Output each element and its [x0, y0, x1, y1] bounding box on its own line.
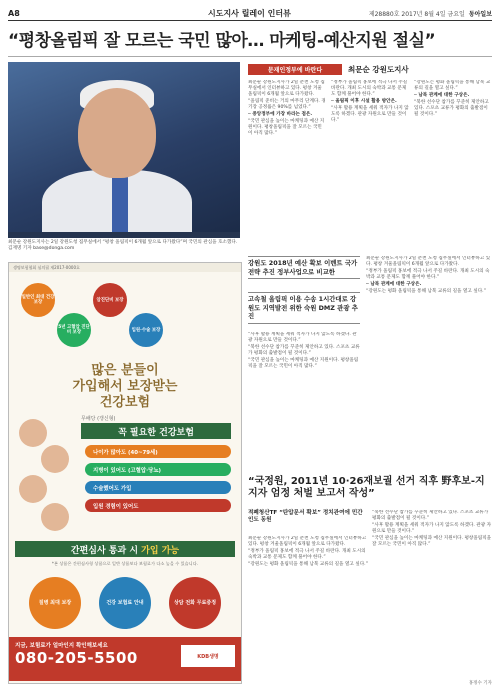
paragraph: “북한 선수단 참가를 꾸준히 제안하고 있다. 스포츠 교류가 평화의 출발점이 될 것이다.”	[414, 100, 489, 117]
ad-phone-number[interactable]: 080-205-5500	[15, 649, 138, 667]
person-avatar	[19, 419, 47, 447]
paragraph: “북한 선수단 참가를 꾸준히 제안하고 있다. 스포츠 교류가 평화의 출발점이 될 것이다.”	[248, 345, 360, 356]
paragraph: “국민 관심을 높이는 마케팅과 예산 지원이다. 평창올림픽을 잘 모르는 국민이 아직 많다.”	[248, 119, 325, 136]
newspaper-brand: 동아일보	[468, 10, 492, 18]
photo-caption: 최문순 강원도지사는 2일 강원도청 집무실에서 “평창 올림픽이 6개월 앞으로 다가왔다”며 국민의 관심을 호소했다. 김재명 기자 base@donga.com	[8, 240, 238, 251]
paragraph: “강원도는 평화 올림픽을 통해 남북 교류의 길을 열고 싶다.”	[248, 562, 368, 567]
ad-fineprint: *본 상품은 간편심사형 상품으로 일반 상품보다 보험료가 다소 높을 수 있습니다.	[51, 561, 199, 566]
paragraph: “사후 활용 계획을 세워 적자가 나지 않도록 하겠다. 관광 자원으로 만들 것이다.”	[248, 332, 357, 343]
ad-disclaimer: 생명보험협회 심의필 제2017-0000호	[9, 263, 241, 272]
photo-face	[78, 88, 156, 178]
ad-bubbles	[15, 277, 235, 355]
paragraph: “사후 활용 계획을 세워 적자가 나지 않도록 하겠다. 관광 자원으로 만들 것이다.”	[372, 523, 492, 534]
ad-phone-band[interactable]	[9, 637, 241, 681]
paragraph: “북한 선수단 참가를 꾸준히 제안하고 있다. 스포츠 교류가 평화의 출발점이 될 것이다.”	[372, 510, 489, 521]
band-highlight: 가입 가능	[141, 545, 180, 556]
ad-title	[15, 363, 235, 411]
ad-circle: 건강 보험료 안내	[99, 577, 151, 629]
ad-title-line: 건강보험	[99, 395, 151, 410]
pull-quote-1: 강원도 2018년 예산 확보 이벤트 국가전략 추진 정부사업으로 비교한	[248, 256, 360, 279]
article2-column-2	[372, 510, 492, 676]
ad-circle: 질병 최대 보장	[29, 577, 81, 629]
headline-divider	[8, 56, 492, 57]
issue-meta	[369, 9, 492, 18]
paragraph: “정부가 올림픽 홍보에 적극 나서 주길 바란다. 개최 도시의 숙박과 교통 문제도 함께 풀어야 한다.”	[366, 269, 490, 280]
product-title: 꼭 필요한 건강보험	[81, 423, 231, 439]
page-header	[8, 6, 492, 21]
article2-column-1	[248, 536, 368, 676]
paragraph: “국민 관심을 높이는 마케팅과 예산 지원이다. 평창올림픽을 잘 모르는 국민이 아직 많다.”	[372, 536, 492, 547]
section-title: 시도지사 릴레이 인터뷰	[208, 8, 291, 18]
byline: 홍정수 기자	[468, 681, 492, 686]
benefit-pill: 입원 경험이 있어도	[85, 499, 231, 512]
insurer-logo: KDB생명	[181, 645, 235, 667]
photo-tie	[112, 174, 128, 238]
paragraph: “강원도는 평화 올림픽을 통해 남북 교류의 길을 열고 싶다.”	[366, 289, 486, 294]
benefit-pill: 지병이 있어도 (고혈압·당뇨)	[85, 463, 231, 476]
photo-band	[8, 232, 240, 238]
article-column-2	[331, 80, 409, 250]
issue-date: 제28880호 2017년 8월 4일 금요일	[368, 10, 465, 18]
paragraph: 최문순 강원도지사가 2일 춘천 도청 집무실에서 인터뷰하고 있다. 평창 겨울올림픽이 6개월 앞으로 다가왔다.	[248, 80, 325, 97]
ad-bubble: 암진단비 보장	[93, 283, 127, 317]
person-avatar	[19, 475, 47, 503]
question: ─ 남북 관계에 대한 구상은.	[366, 282, 422, 287]
person-avatar	[41, 445, 69, 473]
paragraph: “국민 관심을 높이는 마케팅과 예산 지원이다. 평창올림픽을 잘 모르는 국민이 아직 많다.”	[248, 358, 359, 369]
page-number: A8	[8, 8, 20, 18]
ad-bubble: 입원·수술 보장	[129, 313, 163, 347]
ad-cta: 지금, 보험료가 얼마인지 확인해보세요	[15, 643, 108, 649]
person-avatar	[41, 503, 69, 531]
paragraph: “강원도는 평화 올림픽을 통해 남북 교류의 길을 열고 싶다.”	[414, 80, 491, 91]
insurance-ad[interactable]	[8, 262, 242, 684]
governor-photo	[8, 62, 240, 238]
series-badge: 문재인정부에 바란다	[248, 64, 342, 75]
ad-circle: 상담 전화 무료증정	[169, 577, 221, 629]
band-text: 간편심사 통과 시	[70, 545, 139, 556]
benefit-pill: 나이가 많아도 (40~79세)	[85, 445, 231, 458]
benefit-pill: 수술했어도 가입	[85, 481, 231, 494]
article-column-5	[366, 256, 492, 468]
interviewee-name: 최문순 강원도지사	[348, 65, 409, 74]
paragraph: 최문순 강원도지사가 2일 춘천 도청 집무실에서 인터뷰하고 있다. 평창 겨울올림픽이 6개월 앞으로 다가왔다.	[366, 256, 491, 267]
ad-people-photo	[15, 415, 75, 535]
article-column-4	[248, 332, 360, 468]
paragraph: “사후 활용 계획을 세워 적자가 나지 않도록 하겠다. 관광 자원으로 만들 것이다.”	[331, 106, 409, 123]
main-headline: “평창올림픽 잘 모르는 국민 많아… 마케팅-예산지원 절실”	[8, 31, 436, 51]
question: ─ 중앙정부에 가장 바라는 점은.	[248, 112, 313, 117]
product-label: 무배당 (갱신형)	[81, 416, 116, 422]
pull-quote-2: 고속철 올림픽 이용 수송 1시간대로 강원도 지역발전 위한 숙원 DMZ 관광 추진	[248, 292, 360, 324]
ad-title-line: 가입해서 보장받는	[72, 379, 178, 394]
paragraph: 최문순 강원도지사가 2일 춘천 도청 집무실에서 인터뷰하고 있다. 평창 겨울올림픽이 6개월 앞으로 다가왔다.	[248, 536, 367, 547]
second-kicker: 적폐청산TF “탄압문서 확보” 정치관여에 민간인도 동원	[248, 510, 363, 523]
ad-title-line: 많은 분들이	[91, 363, 159, 378]
ad-bubble: 일반인 최대 건강보장	[21, 283, 55, 317]
paragraph: “정부가 올림픽 홍보에 적극 나서 주길 바란다. 개최 도시의 숙박과 교통 문제도 함께 풀어야 한다.”	[248, 549, 366, 560]
paragraph: “올림픽 준비는 거의 마무리 단계다. 경기장 공정률은 90%를 넘었다.”	[248, 99, 326, 110]
ad-bubble: 5년 고혈압 진단비 보장	[57, 313, 91, 347]
simple-exam-band	[15, 541, 235, 557]
article-column-3	[414, 80, 492, 250]
second-headline: “국정원, 2011년 10·26재보궐 선거 직후 野후보-지지자 엄정 처벌 보고서 작성”	[248, 476, 485, 499]
question: ─ 남북 관계에 대한 구상은.	[414, 93, 470, 98]
question: ─ 올림픽 이후 시설 활용 방안은.	[331, 99, 397, 104]
paragraph: “정부가 올림픽 홍보에 적극 나서 주길 바란다. 개최 도시의 숙박과 교통 문제도 함께 풀어야 한다.”	[331, 80, 408, 97]
article-column-1	[248, 80, 326, 250]
